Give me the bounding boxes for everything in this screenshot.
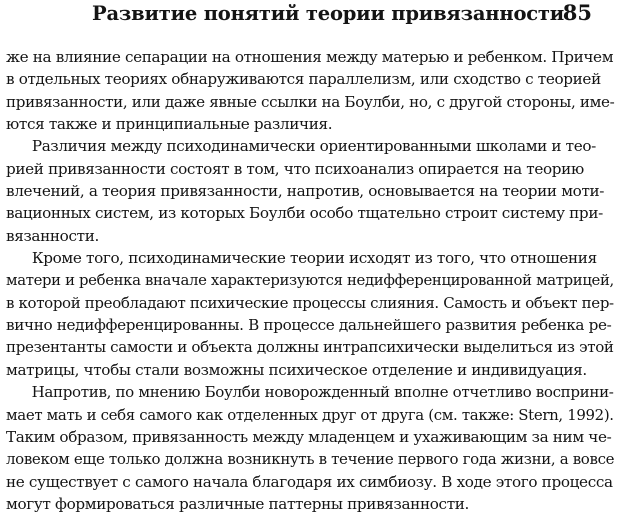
text-line: вично недифференцированны. В процессе дальнейшего развития ребенка ре- bbox=[6, 316, 612, 335]
text-line: Различия между психодинамически ориентированными школами и тео- bbox=[31, 137, 596, 156]
text-line: в отдельных теориях обнаруживаются параллелизм, или сходство с теорией bbox=[6, 70, 601, 89]
text-line: Напротив, по мнению Боулби новорожденный вполне отчетливо восприни- bbox=[31, 383, 614, 402]
text-line: влечений, а теория привязанности, напротив, основывается на теории моти- bbox=[6, 182, 605, 201]
text-line: не существует с самого начала благодаря их симбиозу. В ходе этого процесса bbox=[6, 472, 613, 491]
text-line: в которой преобладают психические процессы слияния. Самость и объект пер- bbox=[6, 293, 614, 312]
text-line: Таким образом, привязанность между младенцем и ухаживающим за ним че- bbox=[6, 427, 612, 446]
text-line: могут формироваться различные паттерны привязанности. bbox=[6, 494, 470, 513]
text-line: привязанности, или даже явные ссылки на Боулби, но, с другой стороны, име- bbox=[6, 92, 615, 111]
page-header bbox=[0, 0, 620, 34]
text-line: матрицы, чтобы стали возможны психическое отделение и индивидуация. bbox=[6, 360, 587, 379]
text-line: же на влияние сепарации на отношения между матерью и ребенком. Причем bbox=[6, 48, 614, 66]
text-line: Кроме того, психодинамические теории исходят из того, что отношения bbox=[31, 249, 597, 268]
text-line: мает мать и себя самого как отделенных друг от друга (см. также: Stern, 1992). bbox=[6, 405, 614, 424]
body-text bbox=[6, 46, 618, 515]
running-title: Развитие понятий теории привязанности bbox=[92, 2, 565, 25]
page-number: 85 bbox=[562, 0, 592, 25]
text-line: вязанности. bbox=[6, 226, 99, 245]
text-line: вационных систем, из которых Боулби особо тщательно строит систему при- bbox=[6, 204, 603, 223]
text-line: матери и ребенка вначале характеризуются недифференцированной матрицей, bbox=[6, 271, 614, 290]
text-line: ются также и принципиальные различия. bbox=[6, 115, 333, 134]
text-line: ловеком еще только должна возникнуть в течение первого года жизни, а вовсе bbox=[6, 450, 615, 469]
text-line: рией привязанности состоят в том, что психоанализ опирается на теорию bbox=[6, 159, 584, 178]
text-line: презентанты самости и объекта должны интрапсихически выделиться из этой bbox=[6, 338, 614, 357]
